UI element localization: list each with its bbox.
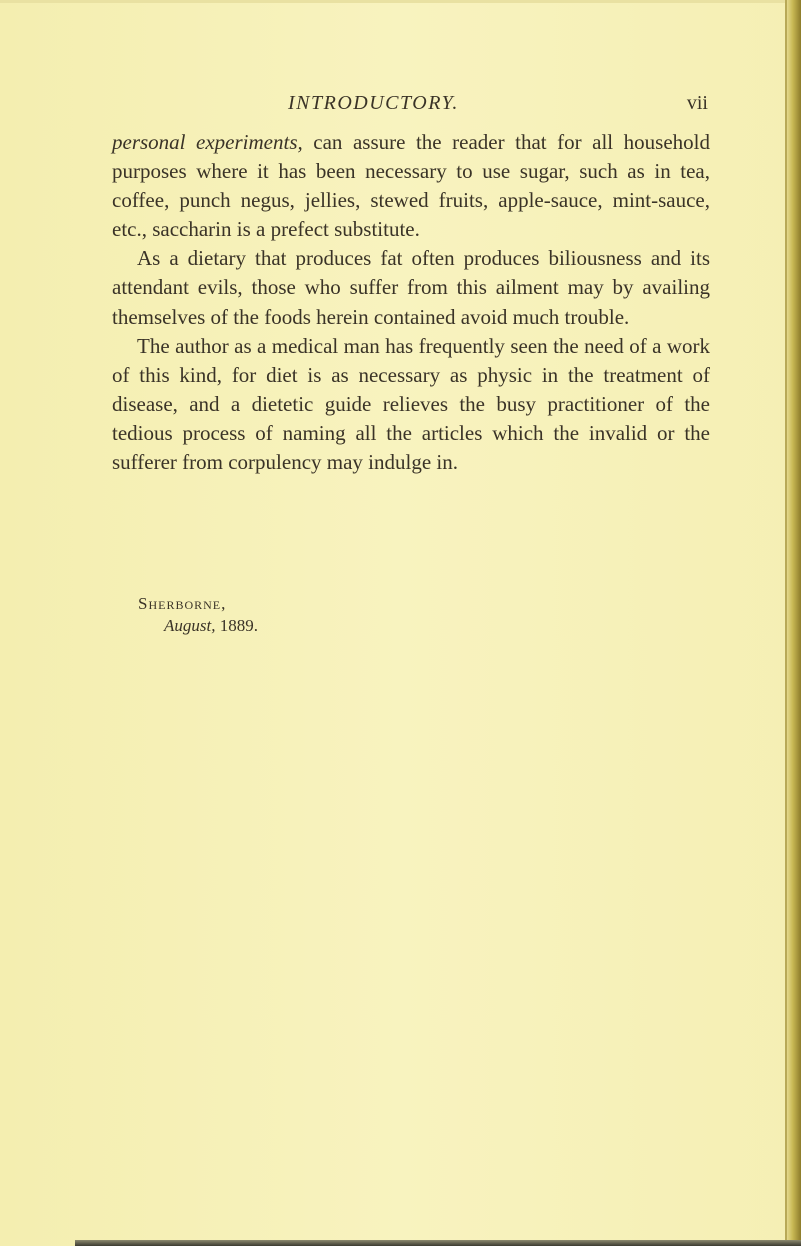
paragraph-2: As a dietary that produces fat often produces biliousness and its attendant evils, those who suffer from this ailment may by availing themselves of the foods herein contained avoid much trouble. (112, 246, 710, 329)
paragraph-1-text: can assure the reader that for all household purposes where it has been necessary to use sugar, such as in tea, coffee, punch negus, jellies, stewed fruits, apple-sauce, mint-sauce, etc., saccharin is a prefect substitute. (112, 130, 710, 242)
paragraph-3: The author as a medical man has frequently seen the need of a work of this kind, for diet is as necessary as physic in the treatment of disease, and a dietetic guide relieves the busy practitioner of the tedious process of naming all the articles which the invalid or the sufferer from corpulency may indulge in. (112, 333, 710, 475)
page-top-edge (0, 0, 801, 3)
page-number: vii (686, 92, 708, 114)
body-text (112, 128, 710, 477)
book-spine-edge (787, 0, 801, 1246)
signature-place: Sherborne, (138, 594, 227, 613)
paragraph-1-italic: personal experiments, (112, 130, 303, 154)
page-bottom-edge (75, 1240, 801, 1246)
paragraph-1 (112, 128, 710, 244)
signature-month: August, (164, 616, 216, 635)
running-title: INTRODUCTORY. (288, 92, 459, 114)
signature-date (138, 616, 258, 636)
signature-block (138, 594, 258, 636)
signature-year: 1889. (219, 616, 258, 635)
running-header (110, 92, 710, 116)
